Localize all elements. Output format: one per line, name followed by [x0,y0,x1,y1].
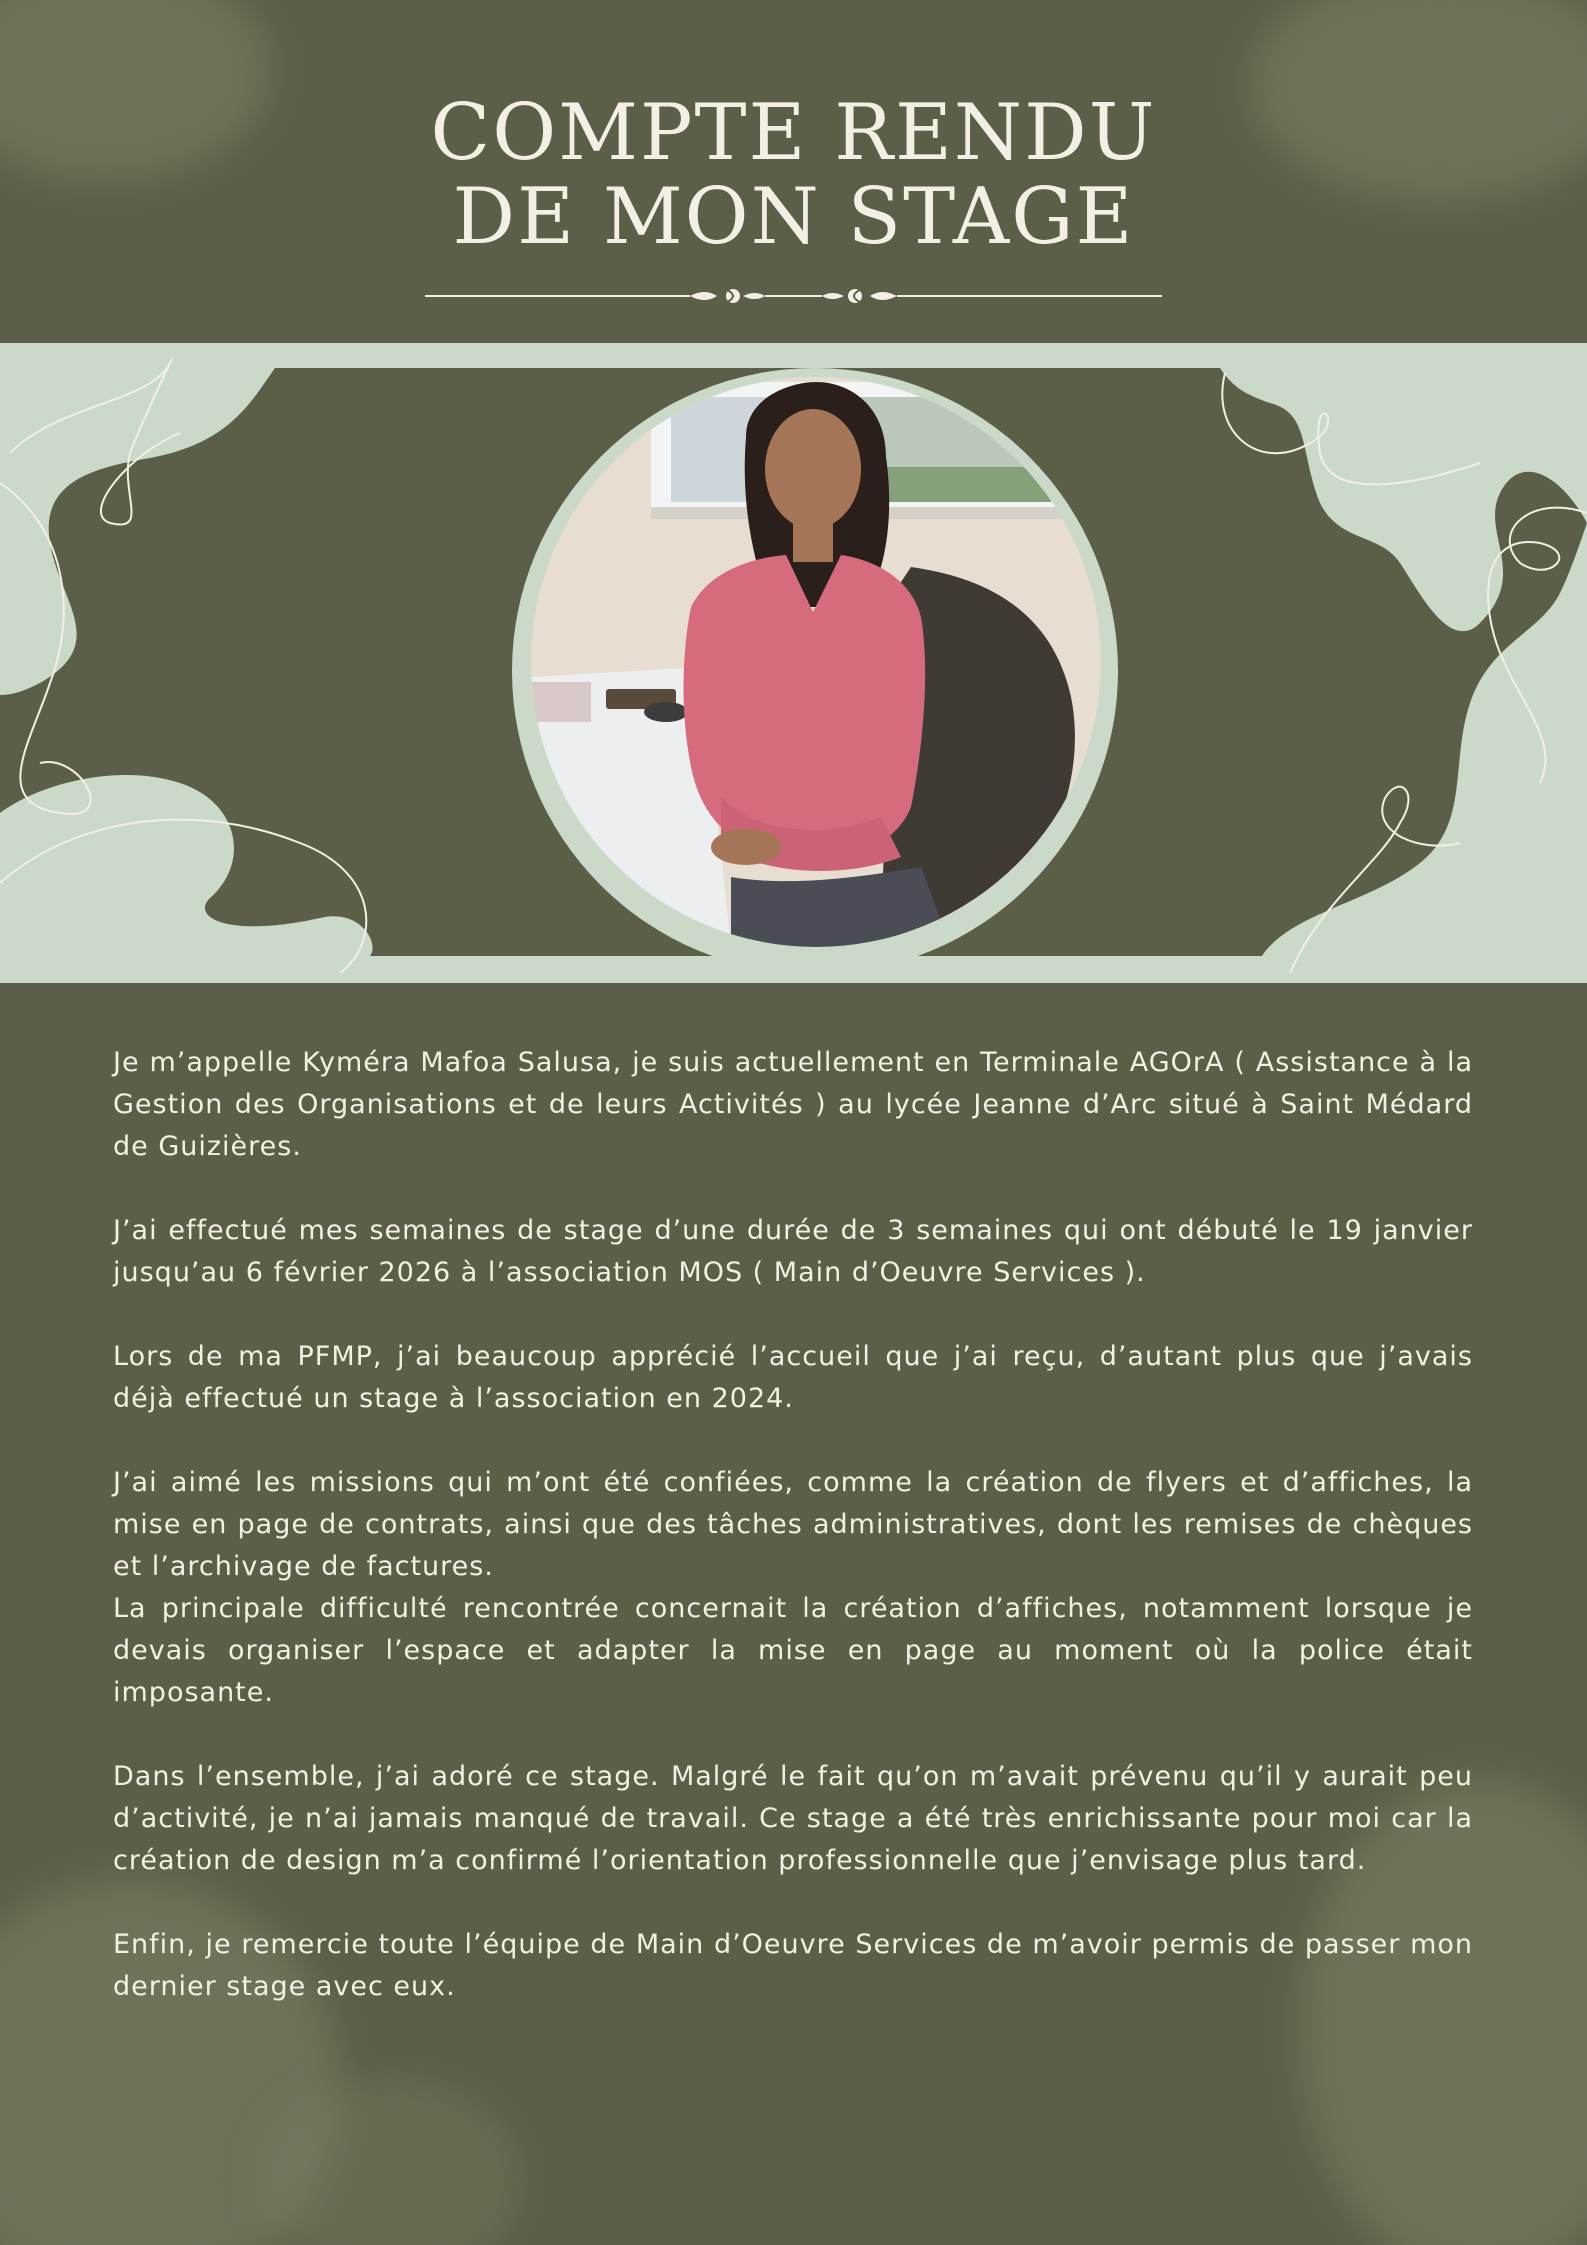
paragraph-thanks: Enfin, je remercie toute l’équipe de Main d’Oeuvre Services de m’avoir permis de passer mon dernier stage avec eux. [113,1929,1473,2002]
paragraph-welcome: Lors de ma PFMP, j’ai beaucoup apprécié l’accueil que j’ai reçu, d’autant plus que j’avais déjà effectué un stage à l’association en 2024. [113,1341,1473,1414]
paragraph-dates: J’ai effectué mes semaines de stage d’une durée de 3 semaines qui ont débuté le 19 janvier jusqu’au 6 février 2026 à l’association MOS ( Main d’Oeuvre Services ). [113,1215,1473,1288]
ornament-divider [425,286,1162,306]
profile-photo [531,377,1101,947]
paragraph-introduction: Je m’appelle Kyméra Mafoa Salusa, je suis actuellement en Terminale AGOrA ( Assistance à la Gestion des Organisations et de leurs Activités ) au lycée Jeanne d’Arc situé à Saint Médard de Guizières. [113,1047,1473,1162]
paragraph-missions: J’ai aimé les missions qui m’ont été confiées, comme la création de flyers et d’affiches, la mise en page de contrats, ainsi que des tâches administratives, dont les remises de chèques et l’archivage de factures. [113,1467,1473,1582]
paragraph-overall: Dans l’ensemble, j’ai adoré ce stage. Malgré le fait qu’on m’avait prévenu qu’il y aurait peu d’activité, je n’ai jamais manqué de travail. Ce stage a été très enrichissante pour moi car la création de design m’a confirmé l’orientation professionnelle que j’envisage plus tard. [113,1761,1473,1876]
page-title-line-2: DE MON STAGE [452,172,1135,262]
paragraph-difficulty: La principale difficulté rencontrée concernait la création d’affiches, notamment lorsque je devais organiser l’espace et adapter la mise en page au moment où la police était imposante. [113,1593,1473,1708]
report-body [113,1042,1473,2050]
page-title-line-1: COMPTE RENDU [430,88,1157,178]
